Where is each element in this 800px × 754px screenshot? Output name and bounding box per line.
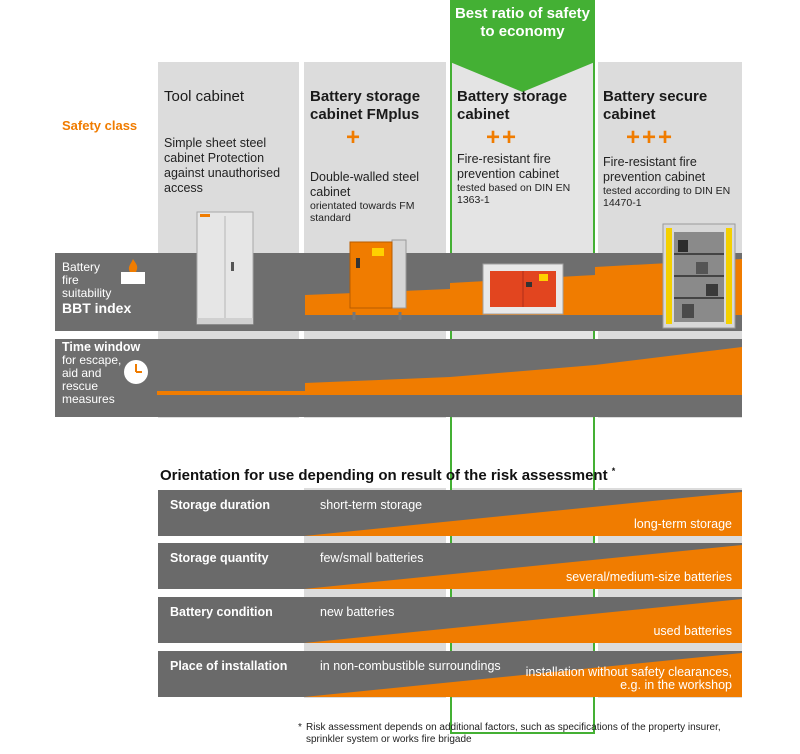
orientation-row	[158, 597, 742, 643]
time-label-line3: rescue	[62, 379, 99, 393]
column-desc-secure	[603, 155, 738, 209]
orientation-row	[158, 543, 742, 589]
orientation-title-text: Orientation for use depending on result of the risk assessment	[160, 467, 608, 484]
time-label-bold: Time window	[62, 340, 141, 354]
orientation-row-right: installation without safety clearances, e.g. in the workshop	[525, 665, 732, 692]
orientation-row-left: new batteries	[320, 605, 395, 619]
column-desc-storage-text: Fire-resistant fire prevention cabinet	[457, 152, 560, 181]
column-desc-secure-text: Fire-resistant fire prevention cabinet	[603, 155, 706, 184]
time-label-line4: measures	[62, 392, 115, 406]
column-desc-storage	[457, 152, 587, 206]
orientation-row-label: Storage quantity	[170, 551, 269, 565]
safety-class-label: Safety class	[62, 118, 138, 133]
orientation-row-left: few/small batteries	[320, 551, 424, 565]
footnote-mark: *	[298, 722, 302, 733]
orientation-row	[158, 651, 742, 697]
orientation-row-right: long-term storage	[634, 517, 732, 531]
column-title-tool: Tool cabinet	[164, 88, 245, 105]
orientation-title-mark: *	[611, 466, 616, 476]
orientation-row-right: used batteries	[653, 624, 732, 638]
bbt-label-bold: BBT index	[62, 300, 132, 316]
time-label-line1: for escape,	[62, 353, 122, 367]
fire-box-icon	[118, 256, 148, 286]
orientation-row-label: Storage duration	[170, 498, 271, 512]
tool-cabinet-image	[196, 210, 254, 326]
column-title-fmplus: Battery storage cabinet FMplus	[310, 88, 421, 123]
column-desc-fmplus	[310, 170, 440, 224]
column-plus-fmplus: +	[346, 124, 363, 151]
column-desc-tool	[164, 136, 294, 196]
orientation-row-label: Place of installation	[170, 659, 288, 673]
orientation-row-right: several/medium-size batteries	[565, 570, 732, 584]
column-title-storage: Battery storage cabinet	[457, 88, 568, 123]
column-note-secure: tested according to DIN EN 14470-1	[603, 185, 731, 209]
column-plus-secure: +++	[626, 124, 675, 151]
footnote-text: Risk assessment depends on additional factors, such as specifications of the property insurer, sprinkler system or works fire brigade	[306, 722, 721, 745]
column-desc-fmplus-text: Double-walled steel cabinet	[310, 170, 420, 199]
footnote	[298, 722, 746, 746]
orientation-row-label: Battery condition	[170, 605, 273, 619]
storage-cabinet-image	[482, 262, 564, 318]
bbt-label-line3: suitability	[62, 286, 112, 300]
fmplus-cabinet-image	[348, 238, 408, 322]
clock-icon	[122, 358, 150, 386]
orientation-row	[158, 490, 742, 536]
best-ratio-text: Best ratio of safety to economy	[454, 5, 591, 40]
column-note-fmplus: orientated towards FM standard	[310, 200, 415, 224]
time-label-line2: aid and	[62, 366, 102, 380]
orientation-title	[160, 466, 615, 484]
secure-cabinet-image	[662, 218, 736, 330]
column-title-secure: Battery secure cabinet	[603, 88, 708, 123]
column-note-storage: tested based on DIN EN 1363-1	[457, 182, 571, 206]
column-plus-storage: ++	[486, 124, 519, 151]
bbt-label-line2: fire	[62, 273, 79, 287]
column-desc-tool-text: Simple sheet steel cabinet Protection against unauthorised access	[164, 136, 281, 195]
time-window-wedge	[55, 339, 742, 417]
orientation-row-left: in non-combustible surroundings	[320, 659, 501, 673]
bbt-label-line1: Battery	[62, 260, 101, 274]
orientation-row-left: short-term storage	[320, 498, 423, 512]
